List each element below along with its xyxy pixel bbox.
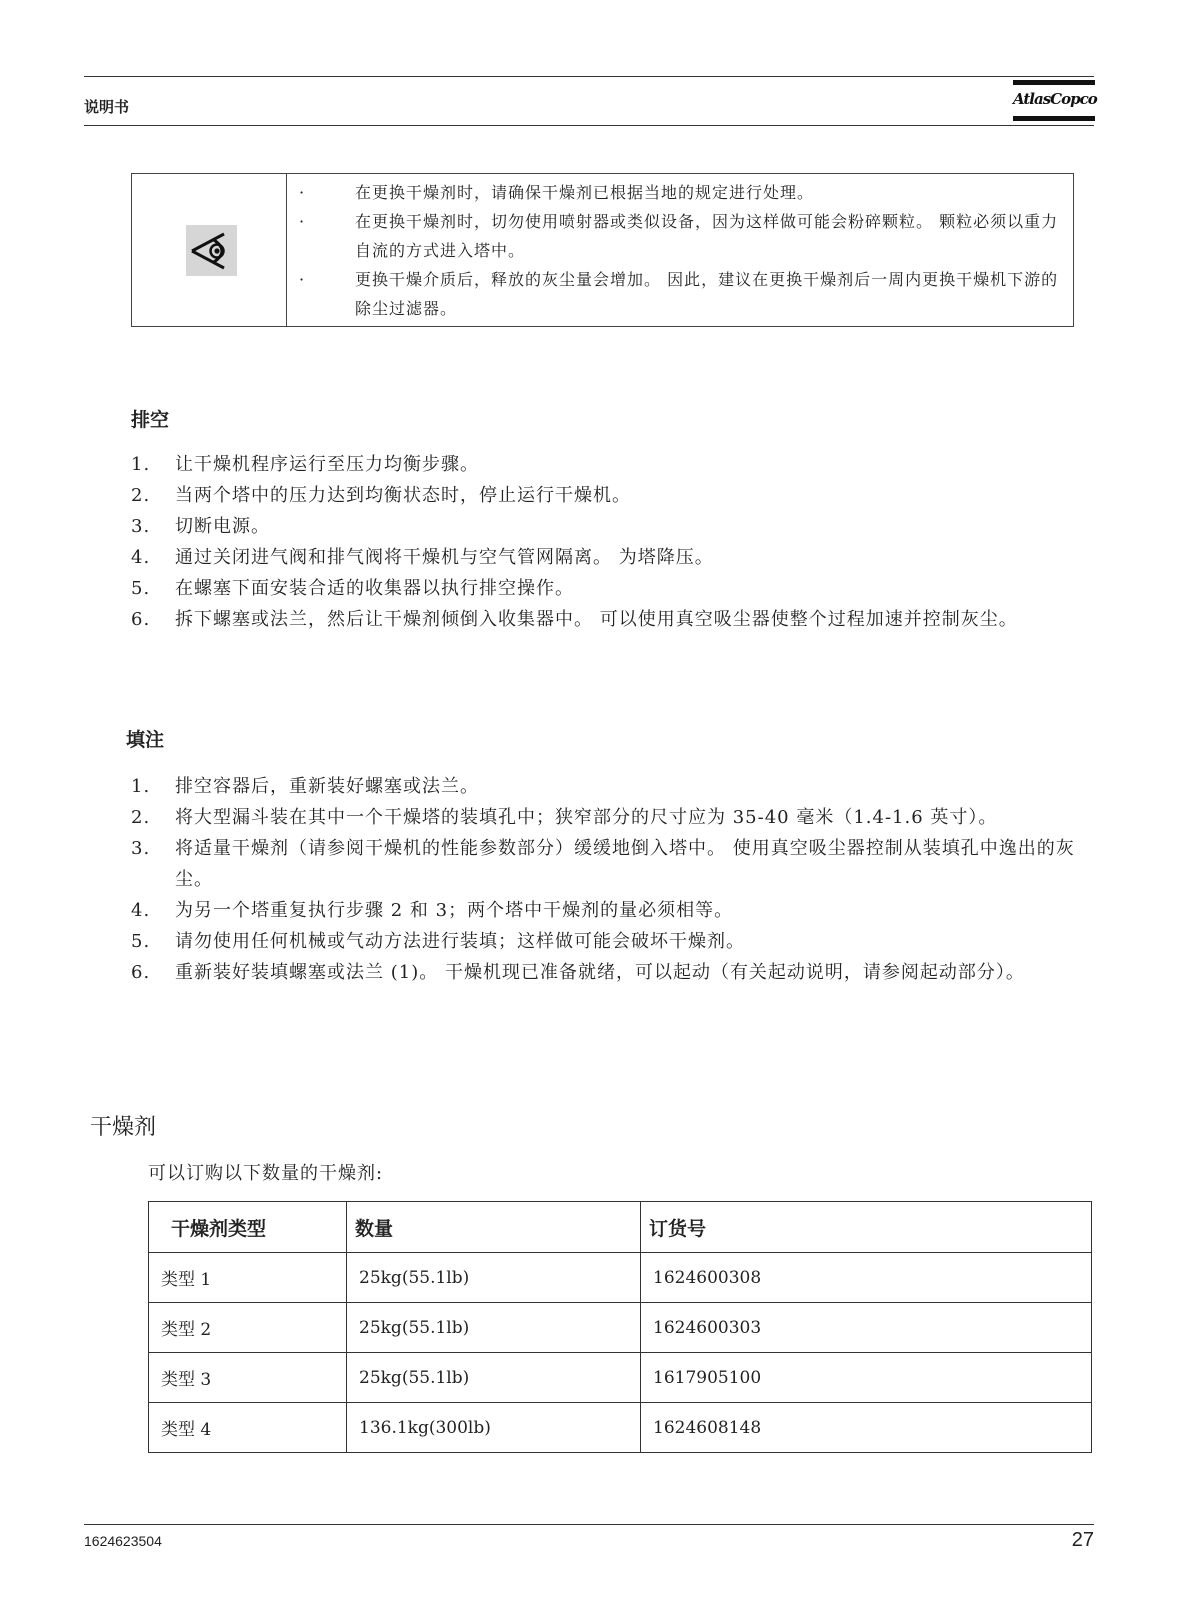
list-item: 3. 将适量干燥剂（请参阅干燥机的性能参数部分）缓缓地倒入塔中。 使用真空吸尘器控制从装填孔中逸出的灰尘。 bbox=[131, 838, 1075, 890]
desiccant-order-table bbox=[148, 1201, 1092, 1453]
table-header-row bbox=[149, 1202, 1092, 1253]
notice-box bbox=[131, 173, 1074, 327]
cell-quantity: 25kg(55.1lb) bbox=[347, 1303, 641, 1353]
cell-type: 类型 1 bbox=[149, 1253, 347, 1303]
notice-icon-cell bbox=[132, 174, 287, 326]
atlas-copco-logo bbox=[1013, 80, 1095, 124]
cell-quantity: 136.1kg(300lb) bbox=[347, 1403, 641, 1453]
cell-type: 类型 3 bbox=[149, 1353, 347, 1403]
notice-list bbox=[299, 178, 1059, 323]
footer-rule bbox=[84, 1524, 1094, 1525]
cell-quantity: 25kg(55.1lb) bbox=[347, 1253, 641, 1303]
list-item: 5. 在螺塞下面安装合适的收集器以执行排空操作。 bbox=[131, 578, 574, 599]
list-item: 2. 当两个塔中的压力达到均衡状态时，停止运行干燥机。 bbox=[131, 485, 631, 506]
desiccant-heading: 干燥剂 bbox=[90, 1115, 157, 1140]
list-item: 1. 排空容器后，重新装好螺塞或法兰。 bbox=[131, 776, 479, 797]
list-item: 4. 为另一个塔重复执行步骤 2 和 3；两个塔中干燥剂的量必须相等。 bbox=[131, 900, 734, 921]
cell-order-number: 1624608148 bbox=[641, 1403, 1092, 1453]
document-type-label: 说明书 bbox=[84, 98, 130, 116]
column-header-quantity: 数量 bbox=[347, 1202, 641, 1253]
list-item: 2. 将大型漏斗装在其中一个干燥塔的装填孔中；狭窄部分的尺寸应为 35-40 毫米（1.4-1.6 英寸）。 bbox=[131, 807, 998, 828]
fill-heading: 填注 bbox=[126, 729, 165, 751]
drain-steps bbox=[131, 449, 1091, 635]
list-item: 6. 重新装好装填螺塞或法兰 (1)。 干燥机现已准备就绪，可以起动（有关起动说明，请参阅起动部分）。 bbox=[131, 962, 1025, 983]
cell-type: 类型 2 bbox=[149, 1303, 347, 1353]
page-number: 27 bbox=[1071, 1529, 1094, 1551]
desiccant-intro: 可以订购以下数量的干燥剂: bbox=[148, 1163, 384, 1184]
list-item: 6. 拆下螺塞或法兰，然后让干燥剂倾倒入收集器中。 可以使用真空吸尘器使整个过程加速并控制灰尘。 bbox=[131, 609, 1018, 630]
table-row bbox=[149, 1353, 1092, 1403]
notice-item: · 更换干燥介质后，释放的灰尘量会增加。 因此，建议在更换干燥剂后一周内更换干燥机下游的除尘过滤器。 bbox=[299, 270, 1059, 318]
list-item: 4. 通过关闭进气阀和排气阀将干燥机与空气管网隔离。 为塔降压。 bbox=[131, 547, 714, 568]
table-row bbox=[149, 1303, 1092, 1353]
column-header-order-number: 订货号 bbox=[641, 1202, 1092, 1253]
logo-text: AtlasCopco bbox=[1013, 90, 1097, 108]
notice-item: · 在更换干燥剂时，请确保干燥剂已根据当地的规定进行处理。 bbox=[299, 183, 815, 202]
header-rule-top bbox=[84, 76, 1094, 77]
list-item: 3. 切断电源。 bbox=[131, 516, 270, 537]
document-number: 1624623504 bbox=[84, 1533, 162, 1549]
eye-icon bbox=[186, 225, 237, 276]
table-row bbox=[149, 1403, 1092, 1453]
column-header-type: 干燥剂类型 bbox=[149, 1202, 347, 1253]
table-row bbox=[149, 1253, 1092, 1303]
header-rule-bottom bbox=[84, 125, 1094, 126]
cell-type: 类型 4 bbox=[149, 1403, 347, 1453]
notice-item: · 在更换干燥剂时，切勿使用喷射器或类似设备，因为这样做可能会粉碎颗粒。 颗粒必须以重力自流的方式进入塔中。 bbox=[299, 212, 1059, 260]
cell-order-number: 1624600303 bbox=[641, 1303, 1092, 1353]
fill-steps bbox=[131, 771, 1091, 988]
cell-order-number: 1617905100 bbox=[641, 1353, 1092, 1403]
cell-quantity: 25kg(55.1lb) bbox=[347, 1353, 641, 1403]
drain-heading: 排空 bbox=[131, 409, 170, 431]
cell-order-number: 1624600308 bbox=[641, 1253, 1092, 1303]
list-item: 5. 请勿使用任何机械或气动方法进行装填；这样做可能会破坏干燥剂。 bbox=[131, 931, 745, 952]
list-item: 1. 让干燥机程序运行至压力均衡步骤。 bbox=[131, 454, 479, 475]
